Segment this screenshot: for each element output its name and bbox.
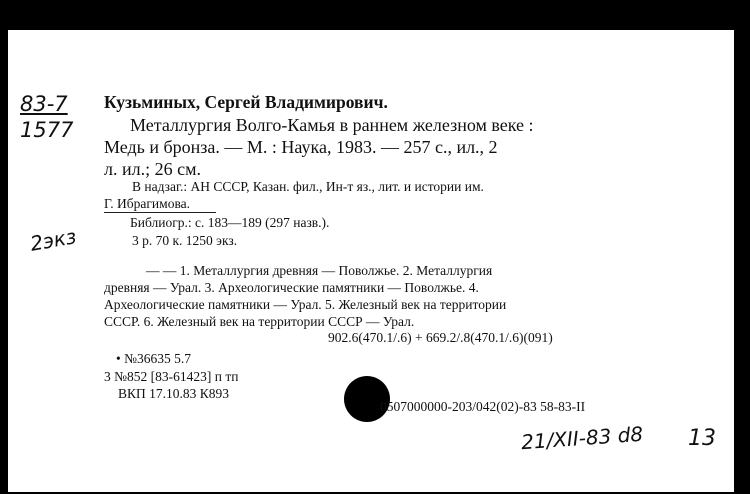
price-note: 3 р. 70 к. 1250 экз. — [132, 233, 238, 248]
record-number: • №36635 5.7 — [116, 351, 191, 366]
author-heading: Кузьминых, Сергей Владимирович. — [104, 92, 388, 112]
catalog-card — [8, 30, 736, 492]
underline-rule — [104, 212, 216, 213]
handwritten-corner-number: 13 — [688, 426, 716, 451]
shelfmark-bottom: 1577 — [20, 118, 74, 142]
title-line-1: Металлургия Волго-Камья в раннем железном веке : — [130, 115, 534, 135]
classification-codes: 902.6(470.1/.6) + 669.2/.8(470.1/.6)(091) — [328, 330, 553, 345]
bibliography-note: Библиогр.: с. 183—189 (297 назв.). — [130, 215, 330, 230]
order-line: 3 №852 [83-61423] п тп — [104, 369, 239, 384]
subjects-line-3: Археологические памятники — Урал. 5. Железный век на территории — [104, 297, 507, 312]
title-line-3: л. ил.; 26 см. — [104, 159, 201, 179]
subjects-line-2: древняя — Урал. 3. Археологические памятники — Поволжье. 4. — [104, 280, 479, 295]
handwritten-copies-note: 2экз — [28, 224, 79, 256]
vkp-line: ВКП 17.10.83 К893 — [118, 386, 230, 401]
note-line-2: Г. Ибрагимова. — [104, 196, 191, 211]
card-edge — [734, 30, 736, 492]
shelfmark-top: 83-7 — [20, 92, 68, 116]
subjects-line-1: — — 1. Металлургия древняя — Поволжье. 2. Металлургия — [146, 263, 493, 278]
catalog-code: 0507000000-203/042(02)-83 58-83-II — [380, 399, 586, 414]
title-line-2: Медь и бронза. — М. : Наука, 1983. — 257 с., ил., 2 — [104, 137, 498, 157]
note-line-1: В надзаг.: АН СССР, Казан. фил., Ин-т яз., лит. и истории им. — [132, 179, 484, 194]
handwritten-date: 21/XII-83 d8 — [520, 421, 644, 455]
subjects-line-4: СССР. 6. Железный век на территории СССР — Урал. — [104, 314, 415, 329]
